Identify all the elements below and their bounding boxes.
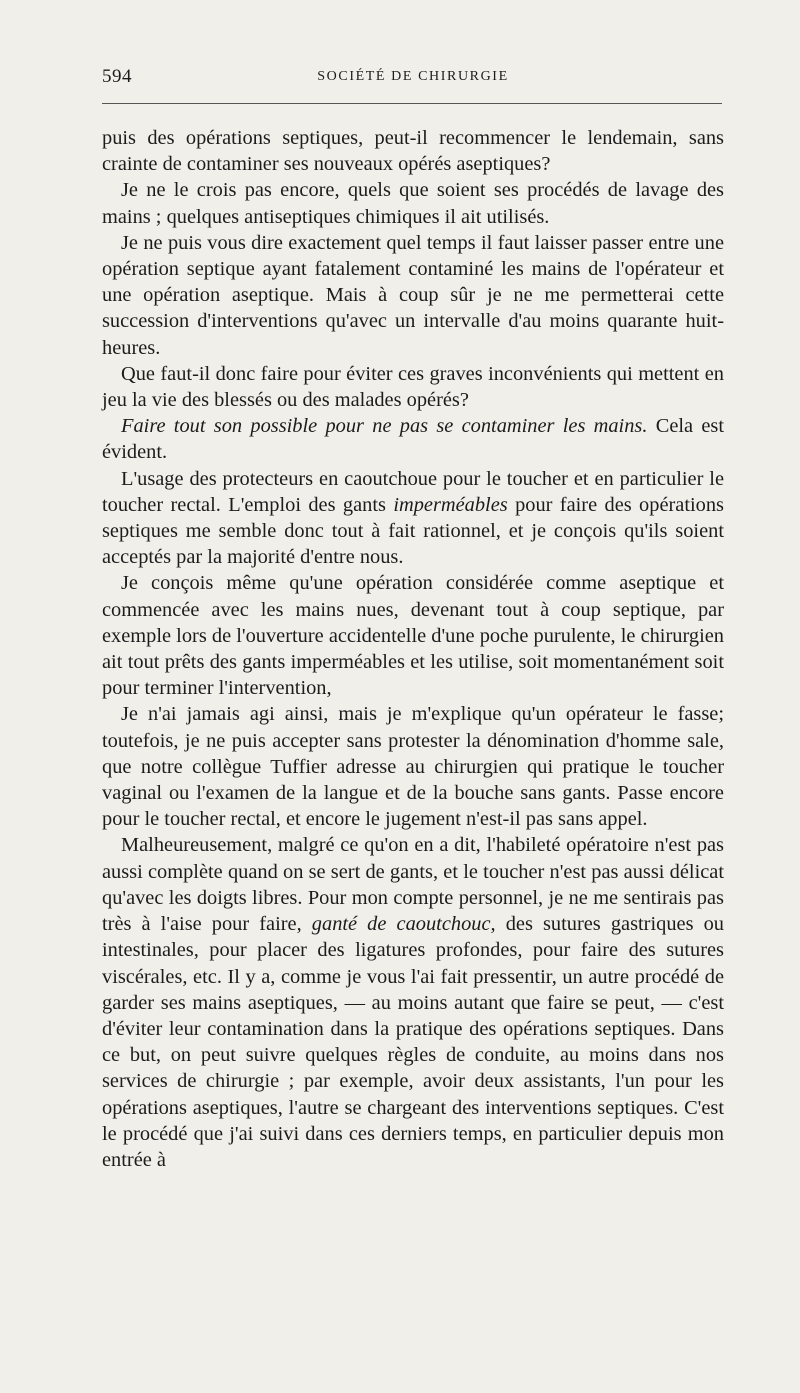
paragraph-5-italic: Faire tout son possible pour ne pas se contaminer les mains. — [121, 415, 648, 438]
paragraph-8 — [102, 701, 724, 832]
paragraph-9-text-after: des sutures gastriques ou intestinales, pour placer des ligatures profondes, pour faire des sutures viscérales, etc. Il y a, comme je vous l'ai fait pressentir, un autre procédé de garder ses mains aseptiques, — au moins autant que faire se peut, — c'est d'éviter leur contamination dans la pratique des opérations septiques. Dans ce but, on peut suivre quelques règles de conduite, au moins dans nos services de chirurgie ; par exemple, avoir deux assistants, l'un pour les opérations aseptiques, l'autre se chargeant des interventions septiques. C'est le procédé que j'ai suivi dans ces derniers temps, en particulier depuis mon entrée à — [102, 913, 724, 1171]
running-title: SOCIÉTÉ DE CHIRURGIE — [317, 69, 509, 84]
paragraph-6-text-before: L'usage des protecteurs en caoutchoue pour le toucher et en particulier le toucher rectal. L'emploi des gants — [102, 467, 724, 516]
paragraph-6-text-after: pour faire des opérations septiques me semble donc tout à fait rationnel, et je conçois qu'ils soient acceptés par la majorité d'entre nous. — [102, 493, 724, 569]
paragraph-5-text: Cela est évident. — [102, 415, 724, 464]
header-rule — [102, 103, 722, 104]
body-text — [102, 125, 724, 1173]
paragraph-2-text: Je ne le crois pas encore, quels que soient ses procédés de lavage des mains ; quelques antiseptiques chimiques il ait utilisés. — [102, 179, 724, 228]
paragraph-5 — [102, 413, 724, 465]
paragraph-8-text: Je n'ai jamais agi ainsi, mais je m'explique qu'un opérateur le fasse; toutefois, je ne puis accepter sans protester la dénomination d'homme sale, que notre collègue Tuffier adresse au chirurgien qui pratique le toucher vaginal ou l'examen de la langue et de la bouche sans gants. Passe encore pour le toucher rectal, et encore le jugement n'est-il pas sans appel. — [102, 703, 724, 831]
paragraph-2 — [102, 177, 724, 229]
paragraph-3 — [102, 230, 724, 361]
paragraph-4-text: Que faut-il donc faire pour éviter ces graves inconvénients qui mettent en jeu la vie des blessés ou des malades opérés? — [102, 362, 724, 412]
paragraph-4 — [102, 361, 724, 413]
page-number: 594 — [102, 66, 132, 87]
paragraph-9-text-before: Malheureusement, malgré ce qu'on en a dit, l'habileté opératoire n'est pas aussi complète quand on se sert de gants, et le toucher n'est pas aussi délicat qu'avec les doigts libres. Pour mon compte personnel, je ne me sentirais pas très à l'aise pour faire, — [102, 834, 724, 936]
paragraph-3-text: Je ne puis vous dire exactement quel temps il faut laisser passer entre une opération septique ayant fatalement contaminé les mains de l'opérateur et une opération aseptique. Mais à coup sûr je ne me permetterai cette succession d'interventions qu'avec un intervalle d'au moins quarante huit-heures. — [102, 231, 724, 359]
paragraph-1 — [102, 125, 724, 177]
paragraph-7 — [102, 570, 724, 701]
paragraph-6-italic: imperméables — [393, 493, 508, 516]
paragraph-1-text: puis des opérations septiques, peut-il recommencer le lendemain, sans crainte de contaminer ses nouveaux opérés aseptiques? — [102, 127, 724, 176]
paragraph-7-text: Je conçois même qu'une opération considérée comme aseptique et commencée avec les mains nues, devenant tout à coup septique, par exemple lors de l'ouverture accidentelle d'une poche purulente, le chirurgien ait tout prêts des gants imperméables et les utilise, soit momentanément soit pour terminer l'intervention, — [102, 572, 724, 700]
paragraph-6 — [102, 466, 724, 571]
paragraph-9-italic: ganté de caoutchouc, — [311, 913, 496, 936]
paragraph-9 — [102, 832, 724, 1173]
page-header — [102, 66, 724, 92]
